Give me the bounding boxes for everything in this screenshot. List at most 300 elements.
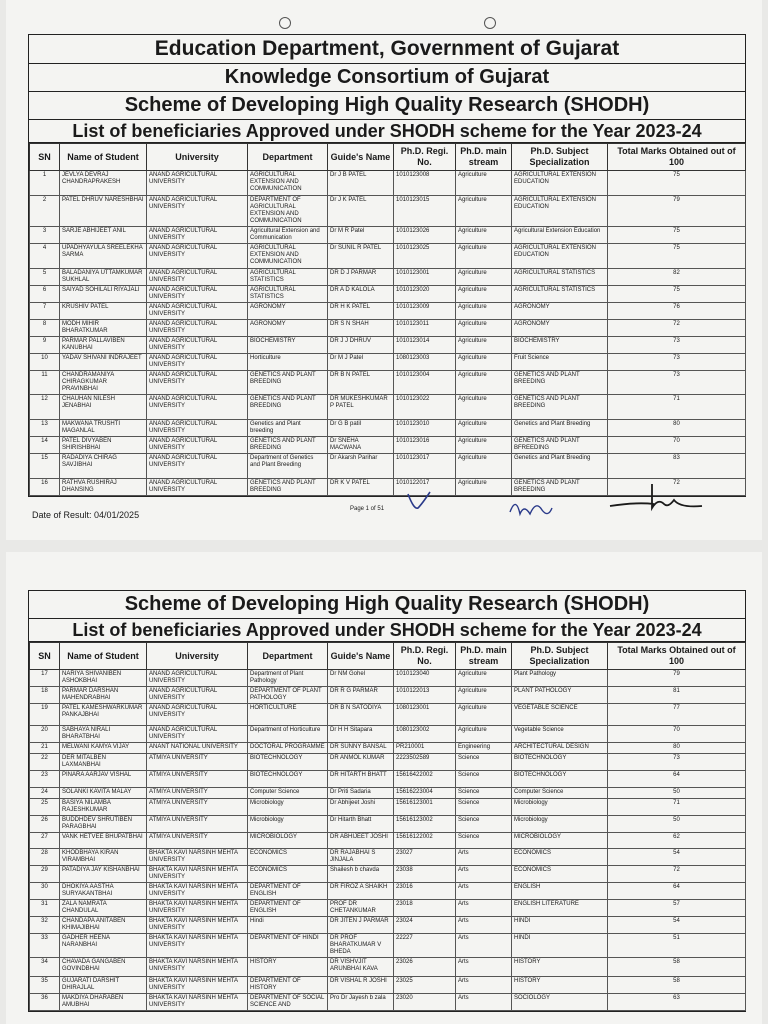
specialization-cell: Microbiology bbox=[512, 799, 608, 816]
department-cell: AGRONOMY bbox=[248, 320, 328, 337]
student-name-cell: BASIYA NILAMBA RAJESHKUMAR bbox=[60, 799, 147, 816]
student-name-cell: DER MITALBEN LAXMANBHAI bbox=[60, 754, 147, 771]
table-row bbox=[30, 704, 746, 726]
table-row bbox=[30, 866, 746, 883]
column-header-student-name: Name of Student bbox=[60, 643, 147, 670]
table-row bbox=[30, 799, 746, 816]
list-title: List of beneficiaries Approved under SHODH scheme for the Year 2023-24 bbox=[29, 120, 745, 143]
sn-cell: 26 bbox=[30, 816, 60, 833]
guide-name-cell: DR ANMOL KUMAR bbox=[328, 754, 394, 771]
total-marks-cell: 72 bbox=[608, 866, 746, 883]
guide-name-cell: DR VISHAL R JOSHI bbox=[328, 977, 394, 994]
page-footer bbox=[6, 474, 762, 534]
student-name-cell: ZALA NAMRATA CHANDULAL bbox=[60, 900, 147, 917]
department-cell: AGRONOMY bbox=[248, 303, 328, 320]
regi-no-cell: 23020 bbox=[394, 994, 456, 1011]
department-cell: Department of Horticulture bbox=[248, 726, 328, 743]
university-cell: BHAKTA KAVI NARSINH MEHTA UNIVERSITY bbox=[147, 958, 248, 977]
main-stream-cell: Science bbox=[456, 771, 512, 788]
regi-no-cell: 1010123022 bbox=[394, 395, 456, 420]
university-cell: ANAND AGRICULTURAL UNIVERSITY bbox=[147, 670, 248, 687]
column-header-guide-name: Guide's Name bbox=[328, 144, 394, 171]
main-stream-cell: Arts bbox=[456, 958, 512, 977]
list-title: List of beneficiaries Approved under SHODH scheme for the Year 2023-24 bbox=[29, 619, 745, 642]
signature-3-icon bbox=[606, 478, 706, 518]
table-row bbox=[30, 687, 746, 704]
total-marks-cell: 50 bbox=[608, 816, 746, 833]
total-marks-cell: 80 bbox=[608, 420, 746, 437]
main-stream-cell: Arts bbox=[456, 977, 512, 994]
main-stream-cell: Agriculture bbox=[456, 420, 512, 437]
specialization-cell: SOCIOLOGY bbox=[512, 994, 608, 1011]
student-name-cell: PATEL KAMESHWARKUMAR PANKAJBHAI bbox=[60, 704, 147, 726]
sn-cell: 21 bbox=[30, 743, 60, 754]
specialization-cell: HINDI bbox=[512, 934, 608, 958]
guide-name-cell: DR B N SATODIYA bbox=[328, 704, 394, 726]
guide-name-cell: DR R G PARMAR bbox=[328, 687, 394, 704]
specialization-cell: MICROBIOLOGY bbox=[512, 833, 608, 849]
student-name-cell: BALADANIYA UTTAMKUMAR SUKHLAL bbox=[60, 269, 147, 286]
main-stream-cell: Agriculture bbox=[456, 227, 512, 244]
main-stream-cell: Agriculture bbox=[456, 670, 512, 687]
student-name-cell: PARMAR DARSHAN MAHENDRABHAI bbox=[60, 687, 147, 704]
regi-no-cell: 15616422002 bbox=[394, 771, 456, 788]
regi-no-cell: 23016 bbox=[394, 883, 456, 900]
total-marks-cell: 58 bbox=[608, 958, 746, 977]
student-name-cell: GUJARATI DARSHIT DHIRAJLAL bbox=[60, 977, 147, 994]
regi-no-cell: 1010123040 bbox=[394, 670, 456, 687]
guide-name-cell: DR HITARTH BHATT bbox=[328, 771, 394, 788]
table-row bbox=[30, 883, 746, 900]
total-marks-cell: 79 bbox=[608, 670, 746, 687]
column-header-department: Department bbox=[248, 144, 328, 171]
sn-cell: 25 bbox=[30, 799, 60, 816]
table-row bbox=[30, 788, 746, 799]
university-cell: ATMIYA UNIVERSITY bbox=[147, 754, 248, 771]
department-cell: DEPARTMENT OF HISTORY bbox=[248, 977, 328, 994]
main-stream-cell: Arts bbox=[456, 849, 512, 866]
sn-cell: 4 bbox=[30, 244, 60, 269]
student-name-cell: UPADHYAYULA SREELEKHA SARMA bbox=[60, 244, 147, 269]
table-row bbox=[30, 354, 746, 371]
department-cell: GENETICS AND PLANT BREEDING bbox=[248, 479, 328, 496]
department-cell: Hindi bbox=[248, 917, 328, 934]
table-row bbox=[30, 437, 746, 454]
specialization-cell: GENETICS AND PLANT BFREEDING bbox=[512, 437, 608, 454]
regi-no-cell: 1080123001 bbox=[394, 704, 456, 726]
table-row bbox=[30, 743, 746, 754]
total-marks-cell: 70 bbox=[608, 437, 746, 454]
regi-no-cell: 1010123020 bbox=[394, 286, 456, 303]
main-stream-cell: Agriculture bbox=[456, 437, 512, 454]
regi-no-cell: 15616223004 bbox=[394, 788, 456, 799]
regi-no-cell: 1010123017 bbox=[394, 454, 456, 479]
column-header-total-marks: Total Marks Obtained out of 100 bbox=[608, 643, 746, 670]
beneficiaries-table-page-1 bbox=[28, 34, 746, 497]
university-cell: ANAND AGRICULTURAL UNIVERSITY bbox=[147, 454, 248, 479]
specialization-cell: BIOTECHNOLOGY bbox=[512, 771, 608, 788]
total-marks-cell: 73 bbox=[608, 354, 746, 371]
total-marks-cell: 72 bbox=[608, 320, 746, 337]
page-1 bbox=[6, 0, 762, 540]
total-marks-cell: 62 bbox=[608, 833, 746, 849]
regi-no-cell: 1010123008 bbox=[394, 171, 456, 196]
university-cell: ANAND AGRICULTURAL UNIVERSITY bbox=[147, 726, 248, 743]
main-stream-cell: Agriculture bbox=[456, 454, 512, 479]
table-row bbox=[30, 754, 746, 771]
regi-no-cell: 15616123002 bbox=[394, 816, 456, 833]
total-marks-cell: 57 bbox=[608, 900, 746, 917]
specialization-cell: Agricultural Extension Education bbox=[512, 227, 608, 244]
sn-cell: 30 bbox=[30, 883, 60, 900]
department-cell: DEPARTMENT OF ENGLISH bbox=[248, 900, 328, 917]
total-marks-cell: 51 bbox=[608, 934, 746, 958]
total-marks-cell: 54 bbox=[608, 917, 746, 934]
table-row bbox=[30, 303, 746, 320]
regi-no-cell: 1080123003 bbox=[394, 354, 456, 371]
student-name-cell: RATHVA RUSHIRAJ DHANSING bbox=[60, 479, 147, 496]
sn-cell: 13 bbox=[30, 420, 60, 437]
sn-cell: 11 bbox=[30, 371, 60, 395]
student-name-cell: YADAV SHIVANI INDRAJEET bbox=[60, 354, 147, 371]
main-stream-cell: Science bbox=[456, 833, 512, 849]
total-marks-cell: 54 bbox=[608, 849, 746, 866]
table-row bbox=[30, 977, 746, 994]
beneficiaries-table bbox=[29, 143, 746, 496]
university-cell: ATMIYA UNIVERSITY bbox=[147, 771, 248, 788]
scheme-title: Scheme of Developing High Quality Research (SHODH) bbox=[29, 591, 745, 619]
department-cell: Computer Science bbox=[248, 788, 328, 799]
punch-hole bbox=[484, 17, 496, 29]
guide-name-cell: Dr Akarsh Parihar bbox=[328, 454, 394, 479]
guide-name-cell: DR VISHVJIT ARUNBHAI KAVA bbox=[328, 958, 394, 977]
specialization-cell: AGRICULTURAL EXTENSION EDUCATION bbox=[512, 244, 608, 269]
regi-no-cell: 23027 bbox=[394, 849, 456, 866]
university-cell: BHAKTA KAVI NARSINH MEHTA UNIVERSITY bbox=[147, 866, 248, 883]
university-cell: ATMIYA UNIVERSITY bbox=[147, 816, 248, 833]
total-marks-cell: 64 bbox=[608, 771, 746, 788]
sn-cell: 15 bbox=[30, 454, 60, 479]
university-cell: BHAKTA KAVI NARSINH MEHTA UNIVERSITY bbox=[147, 934, 248, 958]
table-row bbox=[30, 994, 746, 1011]
university-cell: ANAND AGRICULTURAL UNIVERSITY bbox=[147, 196, 248, 227]
main-stream-cell: Science bbox=[456, 816, 512, 833]
student-name-cell: MELWANI KAMYA VIJAY bbox=[60, 743, 147, 754]
table-row bbox=[30, 227, 746, 244]
main-stream-cell: Science bbox=[456, 754, 512, 771]
beneficiaries-table bbox=[29, 642, 746, 1011]
sn-cell: 36 bbox=[30, 994, 60, 1011]
guide-name-cell: DR SUNNY BANSAL bbox=[328, 743, 394, 754]
sn-cell: 5 bbox=[30, 269, 60, 286]
main-stream-cell: Arts bbox=[456, 934, 512, 958]
guide-name-cell: Dr G B patil bbox=[328, 420, 394, 437]
main-stream-cell: Agriculture bbox=[456, 244, 512, 269]
university-cell: ANAND AGRICULTURAL UNIVERSITY bbox=[147, 395, 248, 420]
total-marks-cell: 83 bbox=[608, 454, 746, 479]
column-header-specialization: Ph.D. Subject Specialization bbox=[512, 643, 608, 670]
university-cell: ATMIYA UNIVERSITY bbox=[147, 799, 248, 816]
table-row bbox=[30, 337, 746, 354]
department-cell: AGRICULTURAL STATISTICS bbox=[248, 286, 328, 303]
main-stream-cell: Agriculture bbox=[456, 269, 512, 286]
total-marks-cell: 70 bbox=[608, 726, 746, 743]
sn-cell: 17 bbox=[30, 670, 60, 687]
sn-cell: 18 bbox=[30, 687, 60, 704]
sn-cell: 3 bbox=[30, 227, 60, 244]
table-row bbox=[30, 917, 746, 934]
guide-name-cell: DR ABHIJEET JOSHI bbox=[328, 833, 394, 849]
main-stream-cell: Arts bbox=[456, 900, 512, 917]
regi-no-cell: 1010123011 bbox=[394, 320, 456, 337]
student-name-cell: SABHAYA NIRALI BHARATBHAI bbox=[60, 726, 147, 743]
guide-name-cell: DR B N PATEL bbox=[328, 371, 394, 395]
specialization-cell: PLANT PATHOLOGY bbox=[512, 687, 608, 704]
main-stream-cell: Science bbox=[456, 799, 512, 816]
total-marks-cell: 76 bbox=[608, 303, 746, 320]
department-cell: AGRICULTURAL EXTENSION AND COMMUNICATION bbox=[248, 244, 328, 269]
table-row bbox=[30, 849, 746, 866]
column-header-specialization: Ph.D. Subject Specialization bbox=[512, 144, 608, 171]
student-name-cell: PATEL DIVYABEN SHIRISHBHAI bbox=[60, 437, 147, 454]
guide-name-cell: Dr M R Patel bbox=[328, 227, 394, 244]
guide-name-cell: DR J J DHRUV bbox=[328, 337, 394, 354]
main-stream-cell: Agriculture bbox=[456, 704, 512, 726]
date-of-result: Date of Result: 04/01/2025 bbox=[32, 510, 140, 520]
department-cell: DEPARTMENT OF AGRICULTURAL EXTENSION AND COMMUNICATION bbox=[248, 196, 328, 227]
guide-name-cell: DR S N SHAH bbox=[328, 320, 394, 337]
department-cell: HISTORY bbox=[248, 958, 328, 977]
university-cell: ANAND AGRICULTURAL UNIVERSITY bbox=[147, 320, 248, 337]
scheme-title: Scheme of Developing High Quality Research (SHODH) bbox=[29, 92, 745, 120]
student-name-cell: KRUSHIV PATEL bbox=[60, 303, 147, 320]
department-cell: Microbiology bbox=[248, 816, 328, 833]
student-name-cell: CHANDRAMANIYA CHIRAGKUMAR PRAVINBHAI bbox=[60, 371, 147, 395]
sn-cell: 1 bbox=[30, 171, 60, 196]
department-cell: BIOCHEMISTRY bbox=[248, 337, 328, 354]
university-cell: ANAND AGRICULTURAL UNIVERSITY bbox=[147, 286, 248, 303]
guide-name-cell: DR RAJABHAI S JINJALA bbox=[328, 849, 394, 866]
regi-no-cell: PR210001 bbox=[394, 743, 456, 754]
sn-cell: 20 bbox=[30, 726, 60, 743]
total-marks-cell: 71 bbox=[608, 799, 746, 816]
guide-name-cell: Dr M J Patel bbox=[328, 354, 394, 371]
column-header-sn: SN bbox=[30, 643, 60, 670]
main-stream-cell: Arts bbox=[456, 866, 512, 883]
department-cell: HORTICULTURE bbox=[248, 704, 328, 726]
university-cell: ANAND AGRICULTURAL UNIVERSITY bbox=[147, 269, 248, 286]
total-marks-cell: 82 bbox=[608, 269, 746, 286]
total-marks-cell: 72 bbox=[608, 479, 746, 496]
sn-cell: 9 bbox=[30, 337, 60, 354]
student-name-cell: RADADIYA CHIRAG SAVJIBHAI bbox=[60, 454, 147, 479]
table-row bbox=[30, 958, 746, 977]
column-header-guide-name: Guide's Name bbox=[328, 643, 394, 670]
university-cell: ANAND AGRICULTURAL UNIVERSITY bbox=[147, 337, 248, 354]
regi-no-cell: 1010123001 bbox=[394, 269, 456, 286]
total-marks-cell: 73 bbox=[608, 754, 746, 771]
regi-no-cell: 1010123009 bbox=[394, 303, 456, 320]
sn-cell: 22 bbox=[30, 754, 60, 771]
specialization-cell: HINDI bbox=[512, 917, 608, 934]
sn-cell: 31 bbox=[30, 900, 60, 917]
regi-no-cell: 1010123010 bbox=[394, 420, 456, 437]
department-cell: GENETICS AND PLANT BREEDING bbox=[248, 395, 328, 420]
guide-name-cell: DR JITEN J PARMAR bbox=[328, 917, 394, 934]
university-cell: BHAKTA KAVI NARSINH MEHTA UNIVERSITY bbox=[147, 977, 248, 994]
guide-name-cell: DR FIROZ A SHAIKH bbox=[328, 883, 394, 900]
guide-name-cell: Pro Dr Jayesh b zala bbox=[328, 994, 394, 1011]
total-marks-cell: 73 bbox=[608, 371, 746, 395]
specialization-cell: ECONOMICS bbox=[512, 849, 608, 866]
university-cell: ATMIYA UNIVERSITY bbox=[147, 833, 248, 849]
specialization-cell: Computer Science bbox=[512, 788, 608, 799]
guide-name-cell: PROF DR CHETANKUMAR bbox=[328, 900, 394, 917]
department-cell: Department of Plant Pathology bbox=[248, 670, 328, 687]
sn-cell: 2 bbox=[30, 196, 60, 227]
university-cell: ANAND AGRICULTURAL UNIVERSITY bbox=[147, 704, 248, 726]
specialization-cell: HISTORY bbox=[512, 977, 608, 994]
main-stream-cell: Agriculture bbox=[456, 196, 512, 227]
department-cell: AGRICULTURAL STATISTICS bbox=[248, 269, 328, 286]
department-cell: DOCTORAL PROGRAMME bbox=[248, 743, 328, 754]
sn-cell: 7 bbox=[30, 303, 60, 320]
student-name-cell: MAKDIYA DHARABEN AMUBHAI bbox=[60, 994, 147, 1011]
university-cell: ANAND AGRICULTURAL UNIVERSITY bbox=[147, 479, 248, 496]
table-row bbox=[30, 833, 746, 849]
table-row bbox=[30, 771, 746, 788]
university-cell: BHAKTA KAVI NARSINH MEHTA UNIVERSITY bbox=[147, 917, 248, 934]
main-stream-cell: Arts bbox=[456, 994, 512, 1011]
student-name-cell: CHANDAPA ANITABEN KHIMAJIBHAI bbox=[60, 917, 147, 934]
university-cell: ANAND AGRICULTURAL UNIVERSITY bbox=[147, 227, 248, 244]
specialization-cell: AGRONOMY bbox=[512, 320, 608, 337]
specialization-cell: ENGLISH LITERATURE bbox=[512, 900, 608, 917]
table-row bbox=[30, 171, 746, 196]
main-stream-cell: Agriculture bbox=[456, 687, 512, 704]
department-cell: MICROBIOLOGY bbox=[248, 833, 328, 849]
main-stream-cell: Agriculture bbox=[456, 171, 512, 196]
guide-name-cell: Dr J B PATEL bbox=[328, 171, 394, 196]
signature-2-icon bbox=[506, 492, 556, 522]
specialization-cell: GENETICS AND PLANT BREEDING bbox=[512, 395, 608, 420]
total-marks-cell: 79 bbox=[608, 196, 746, 227]
university-cell: ANAND AGRICULTURAL UNIVERSITY bbox=[147, 244, 248, 269]
total-marks-cell: 73 bbox=[608, 337, 746, 354]
main-stream-cell: Agriculture bbox=[456, 320, 512, 337]
column-header-student-name: Name of Student bbox=[60, 144, 147, 171]
guide-name-cell: Dr J K PATEL bbox=[328, 196, 394, 227]
column-header-sn: SN bbox=[30, 144, 60, 171]
regi-no-cell: 1010123026 bbox=[394, 227, 456, 244]
specialization-cell: HISTORY bbox=[512, 958, 608, 977]
total-marks-cell: 71 bbox=[608, 395, 746, 420]
student-name-cell: PATEL DHRUV NARESHBHAI bbox=[60, 196, 147, 227]
regi-no-cell: 23038 bbox=[394, 866, 456, 883]
sn-cell: 23 bbox=[30, 771, 60, 788]
main-stream-cell: Agriculture bbox=[456, 354, 512, 371]
student-name-cell: VANK HETVEE BHUPATBHAI bbox=[60, 833, 147, 849]
guide-name-cell: DR A D KALOLA bbox=[328, 286, 394, 303]
student-name-cell: SARJE ABHIJEET ANIL bbox=[60, 227, 147, 244]
main-stream-cell: Agriculture bbox=[456, 337, 512, 354]
sn-cell: 28 bbox=[30, 849, 60, 866]
department-cell: GENETICS AND PLANT BREEDING bbox=[248, 371, 328, 395]
university-cell: ANAND AGRICULTURAL UNIVERSITY bbox=[147, 420, 248, 437]
student-name-cell: NARIYA SHIVANIBEN ASHOKBHAI bbox=[60, 670, 147, 687]
table-row bbox=[30, 286, 746, 303]
department-cell: DEPARTMENT OF PLANT PATHOLOGY bbox=[248, 687, 328, 704]
sn-cell: 16 bbox=[30, 479, 60, 496]
regi-no-cell: 1010123015 bbox=[394, 196, 456, 227]
guide-name-cell: Dr Abhijeet Joshi bbox=[328, 799, 394, 816]
column-header-main-stream: Ph.D. main stream bbox=[456, 144, 512, 171]
student-name-cell: CHAUHAN NILESH JENABHAI bbox=[60, 395, 147, 420]
university-cell: BHAKTA KAVI NARSINH MEHTA UNIVERSITY bbox=[147, 994, 248, 1011]
page-number: Page 1 of 51 bbox=[350, 506, 385, 512]
student-name-cell: GADHER HEENA NARANBHAI bbox=[60, 934, 147, 958]
specialization-cell: BIOCHEMISTRY bbox=[512, 337, 608, 354]
specialization-cell: Genetics and Plant Breeding bbox=[512, 454, 608, 479]
university-cell: ANAND AGRICULTURAL UNIVERSITY bbox=[147, 687, 248, 704]
specialization-cell: Fruit Science bbox=[512, 354, 608, 371]
main-stream-cell: Engineering bbox=[456, 743, 512, 754]
regi-no-cell: 23024 bbox=[394, 917, 456, 934]
student-name-cell: BUDDHDEV SHRUTIBEN PARAGBHAI bbox=[60, 816, 147, 833]
guide-name-cell: DR K V PATEL bbox=[328, 479, 394, 496]
table-row bbox=[30, 320, 746, 337]
total-marks-cell: 77 bbox=[608, 704, 746, 726]
specialization-cell: GENETICS AND PLANT BREEDING bbox=[512, 371, 608, 395]
student-name-cell: CHAVADA GANGABEN GOVINDBHAI bbox=[60, 958, 147, 977]
regi-no-cell: 1080123002 bbox=[394, 726, 456, 743]
total-marks-cell: 75 bbox=[608, 171, 746, 196]
regi-no-cell: 1010123016 bbox=[394, 437, 456, 454]
specialization-cell: Genetics and Plant Breeding bbox=[512, 420, 608, 437]
guide-name-cell: Dr Priti Sadaria bbox=[328, 788, 394, 799]
guide-name-cell: DR D J PARMAR bbox=[328, 269, 394, 286]
department-title: Education Department, Government of Gujarat bbox=[29, 35, 745, 64]
university-cell: ATMIYA UNIVERSITY bbox=[147, 788, 248, 799]
sn-cell: 8 bbox=[30, 320, 60, 337]
guide-name-cell: Dr SNEHA MACWANA bbox=[328, 437, 394, 454]
total-marks-cell: 63 bbox=[608, 994, 746, 1011]
department-cell: BIOTECHNOLOGY bbox=[248, 771, 328, 788]
regi-no-cell: 15616123001 bbox=[394, 799, 456, 816]
main-stream-cell: Arts bbox=[456, 883, 512, 900]
department-cell: Department of Genetics and Plant Breeding bbox=[248, 454, 328, 479]
table-row bbox=[30, 395, 746, 420]
department-cell: Horticulture bbox=[248, 354, 328, 371]
specialization-cell: BIOTECHNOLOGY bbox=[512, 754, 608, 771]
column-header-total-marks: Total Marks Obtained out of 100 bbox=[608, 144, 746, 171]
total-marks-cell: 75 bbox=[608, 244, 746, 269]
table-row bbox=[30, 371, 746, 395]
sn-cell: 27 bbox=[30, 833, 60, 849]
specialization-cell: ECONOMICS bbox=[512, 866, 608, 883]
column-header-regi-no: Ph.D. Regi. No. bbox=[394, 643, 456, 670]
guide-name-cell: Dr H H Sitapara bbox=[328, 726, 394, 743]
department-cell: DEPARTMENT OF SOCIAL SCIENCE AND bbox=[248, 994, 328, 1011]
university-cell: ANAND AGRICULTURAL UNIVERSITY bbox=[147, 354, 248, 371]
sn-cell: 29 bbox=[30, 866, 60, 883]
specialization-cell: ENGLISH bbox=[512, 883, 608, 900]
department-cell: DEPARTMENT OF ENGLISH bbox=[248, 883, 328, 900]
department-cell: Microbiology bbox=[248, 799, 328, 816]
specialization-cell: AGRICULTURAL STATISTICS bbox=[512, 286, 608, 303]
specialization-cell: AGRICULTURAL STATISTICS bbox=[512, 269, 608, 286]
main-stream-cell: Agriculture bbox=[456, 395, 512, 420]
